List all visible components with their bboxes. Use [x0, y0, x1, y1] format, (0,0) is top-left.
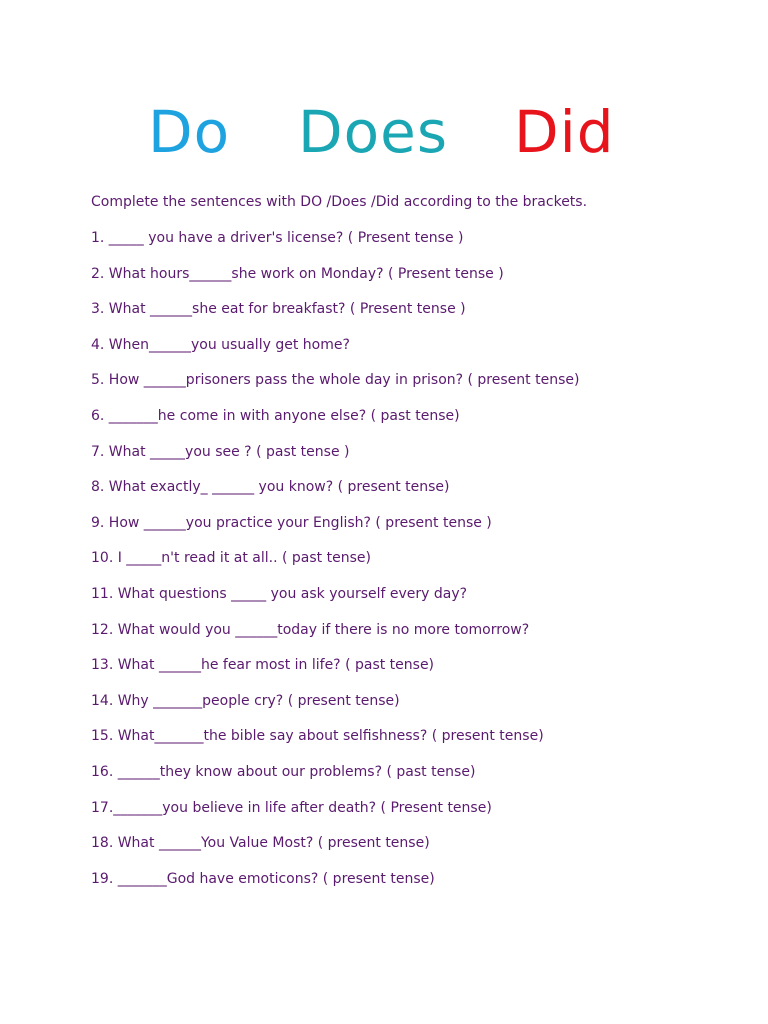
page-title	[0, 92, 768, 172]
question-item: 2. What hours______she work on Monday? ( Present tense )	[91, 265, 504, 282]
question-list	[91, 229, 579, 905]
question-item: 1. _____ you have a driver's license? ( Present tense )	[91, 230, 464, 246]
question-item: 12. What would you ______today if there is no more tomorrow?	[91, 621, 530, 638]
question-item: 17._______you believe in life after death? ( Present tense)	[91, 799, 492, 816]
question-item: 16. ______they know about our problems? ( past tense)	[91, 763, 476, 780]
question-item: 11. What questions _____ you ask yourself every day?	[91, 585, 468, 602]
question-item: 6. _______he come in with anyone else? ( past tense)	[91, 407, 460, 424]
question-item: 4. When______you usually get home?	[91, 336, 350, 353]
question-item: 10. I _____n't read it at all.. ( past tense)	[91, 550, 371, 567]
question-item: 9. How ______you practice your English? ( present tense )	[91, 514, 492, 531]
question-item: 14. Why _______people cry? ( present tense)	[91, 692, 400, 709]
title-word-does: Does	[298, 98, 449, 166]
question-item: 15. What_______the bible say about selfishness? ( present tense)	[91, 728, 544, 745]
title-word-do: Do	[148, 98, 231, 166]
question-item: 7. What _____you see ? ( past tense )	[91, 443, 350, 460]
question-item: 5. How ______prisoners pass the whole day in prison? ( present tense)	[91, 372, 580, 389]
question-item: 8. What exactly_ ______ you know? ( present tense)	[91, 479, 450, 496]
title-word-did: Did	[514, 98, 615, 166]
question-item: 18. What ______You Value Most? ( present tense)	[91, 835, 430, 852]
question-item: 13. What ______he fear most in life? ( past tense)	[91, 657, 435, 674]
question-item: 3. What ______she eat for breakfast? ( Present tense )	[91, 301, 466, 318]
instructions: Complete the sentences with DO /Does /Did according to the brackets.	[91, 194, 588, 210]
question-item: 19. _______God have emoticons? ( present tense)	[91, 870, 435, 887]
